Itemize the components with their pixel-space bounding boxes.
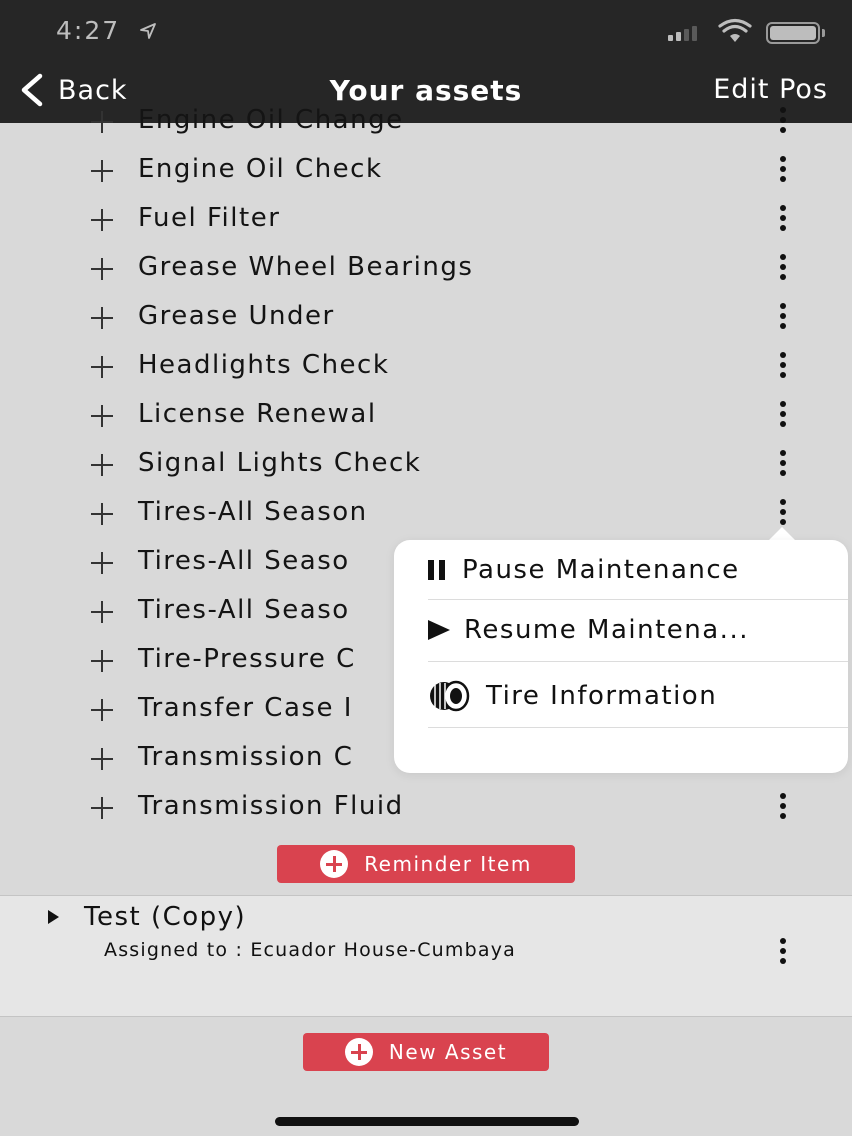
reminder-label: Transfer Case I — [138, 693, 353, 723]
plus-icon[interactable] — [90, 600, 114, 624]
list-item[interactable] — [0, 392, 852, 441]
status-time: 4:27 — [56, 16, 121, 45]
plus-icon[interactable] — [90, 110, 114, 134]
home-indicator[interactable] — [275, 1117, 579, 1126]
plus-circle-icon — [345, 1038, 373, 1066]
plus-circle-icon — [320, 850, 348, 878]
new-asset-label: New Asset — [388, 1040, 508, 1064]
plus-icon[interactable] — [90, 208, 114, 232]
more-icon[interactable] — [776, 499, 790, 525]
plus-icon[interactable] — [90, 306, 114, 330]
divider — [0, 1016, 852, 1017]
pause-icon — [428, 560, 452, 580]
list-item[interactable] — [0, 98, 852, 147]
list-item[interactable] — [0, 441, 852, 490]
reminder-label: Tires-All Season — [138, 497, 368, 527]
wifi-icon — [718, 20, 752, 44]
more-icon[interactable] — [776, 793, 790, 819]
resume-maintenance-item[interactable] — [428, 600, 848, 660]
battery-icon — [766, 22, 820, 44]
list-item[interactable] — [0, 147, 852, 196]
list-item[interactable] — [0, 196, 852, 245]
disclosure-triangle-icon[interactable] — [48, 910, 59, 924]
plus-icon[interactable] — [90, 551, 114, 575]
list-item[interactable] — [0, 490, 852, 539]
reminder-label: Transmission C — [138, 742, 354, 772]
plus-icon[interactable] — [90, 649, 114, 673]
more-icon[interactable] — [776, 156, 790, 182]
plus-icon[interactable] — [90, 257, 114, 281]
reminder-list — [0, 105, 852, 893]
menu-item-label: Pause Maintenance — [462, 555, 740, 585]
reminder-label: Grease Wheel Bearings — [138, 252, 474, 282]
add-reminder-label: Reminder Item — [364, 852, 532, 876]
new-asset-button[interactable] — [303, 1033, 549, 1071]
add-reminder-button[interactable] — [277, 845, 575, 883]
list-item[interactable] — [0, 294, 852, 343]
play-icon — [428, 620, 450, 640]
more-icon[interactable] — [776, 254, 790, 280]
edit-pos-button[interactable]: Edit Pos — [713, 74, 828, 105]
back-label: Back — [58, 74, 128, 106]
plus-icon[interactable] — [90, 453, 114, 477]
more-icon[interactable] — [776, 352, 790, 378]
plus-icon[interactable] — [90, 698, 114, 722]
menu-separator — [428, 727, 848, 728]
plus-icon[interactable] — [90, 747, 114, 771]
battery-tip — [822, 29, 825, 37]
reminder-label: Signal Lights Check — [138, 448, 422, 478]
reminder-label: Transmission Fluid — [138, 791, 404, 821]
tire-icon — [428, 680, 472, 712]
reminder-label: Engine Oil Change — [138, 105, 404, 135]
more-icon[interactable] — [776, 205, 790, 231]
list-item[interactable] — [0, 245, 852, 294]
reminder-label: Tires-All Seaso — [138, 546, 350, 576]
signal-icon — [668, 26, 697, 41]
asset-assigned-to: Assigned to : Ecuador House-Cumbaya — [104, 939, 516, 961]
menu-item-label: Tire Information — [486, 681, 718, 711]
plus-icon[interactable] — [90, 404, 114, 428]
reminder-label: Tire-Pressure C — [138, 644, 356, 674]
list-item[interactable] — [0, 784, 852, 833]
menu-item-label: Resume Maintena... — [464, 615, 749, 645]
reminder-label: Engine Oil Check — [138, 154, 383, 184]
reminder-label: Grease Under — [138, 301, 335, 331]
reminder-label: Headlights Check — [138, 350, 390, 380]
more-icon[interactable] — [776, 107, 790, 133]
reminder-label: Tires-All Seaso — [138, 595, 350, 625]
more-icon[interactable] — [776, 938, 790, 964]
reminder-label: Fuel Filter — [138, 203, 281, 233]
more-icon[interactable] — [776, 450, 790, 476]
plus-icon[interactable] — [90, 159, 114, 183]
actions-popover — [394, 540, 848, 773]
plus-icon[interactable] — [90, 502, 114, 526]
page-title: Your assets — [329, 74, 523, 107]
more-icon[interactable] — [776, 303, 790, 329]
pause-maintenance-item[interactable] — [428, 540, 848, 600]
more-icon[interactable] — [776, 401, 790, 427]
plus-icon[interactable] — [90, 355, 114, 379]
location-arrow-icon — [140, 23, 156, 39]
list-item[interactable] — [0, 343, 852, 392]
plus-icon[interactable] — [90, 796, 114, 820]
tire-information-item[interactable] — [428, 666, 848, 726]
asset-name: Test (Copy) — [84, 902, 247, 932]
menu-separator — [428, 661, 848, 662]
reminder-label: License Renewal — [138, 399, 377, 429]
